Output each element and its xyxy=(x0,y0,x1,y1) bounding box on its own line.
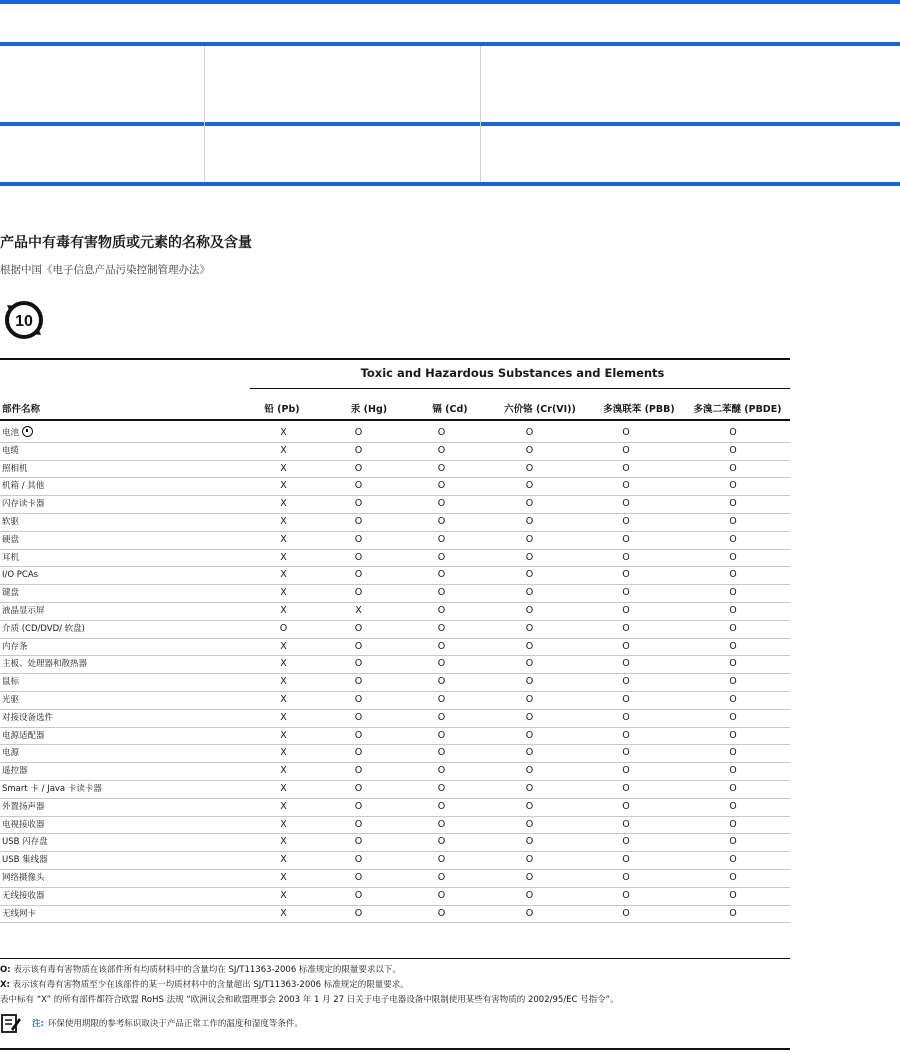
group-rule xyxy=(250,388,790,389)
substance-mark: O xyxy=(676,602,790,620)
substance-mark: O xyxy=(400,425,483,442)
substance-mark: O xyxy=(317,727,400,745)
substance-mark: O xyxy=(400,531,483,549)
substance-mark: O xyxy=(676,816,790,834)
part-name: 主板、处理器和散热器 xyxy=(0,656,250,674)
substance-mark: O xyxy=(400,691,483,709)
substance-mark: O xyxy=(676,905,790,923)
substance-mark: O xyxy=(483,638,576,656)
substance-mark: O xyxy=(317,656,400,674)
substance-mark: O xyxy=(317,425,400,442)
substance-mark: X xyxy=(250,869,317,887)
substance-mark: X xyxy=(250,496,317,514)
substance-mark: O xyxy=(676,656,790,674)
note-icon xyxy=(0,1012,22,1034)
substance-mark: O xyxy=(576,656,676,674)
substance-mark: X xyxy=(250,798,317,816)
substance-mark: O xyxy=(317,567,400,585)
substance-mark: O xyxy=(483,780,576,798)
substance-mark: O xyxy=(400,656,483,674)
blue-rule xyxy=(0,0,900,4)
substance-mark: O xyxy=(676,638,790,656)
substance-mark: O xyxy=(317,585,400,603)
substance-mark: O xyxy=(676,709,790,727)
part-name: 介质 (CD/DVD/ 软盘) xyxy=(0,620,250,638)
substance-mark: O xyxy=(317,852,400,870)
substance-mark: O xyxy=(676,460,790,478)
substance-mark: X xyxy=(250,709,317,727)
note-o: O: 表示该有毒有害物质在该部件所有均质材料中的含量均在 SJ/T11363-2006 标准规定的限量要求以下。 xyxy=(0,965,401,975)
efup-period: 10 xyxy=(15,313,33,330)
col-header-pbb: 多溴联苯 (PBB) xyxy=(603,404,675,415)
substance-mark: O xyxy=(400,798,483,816)
substance-mark: O xyxy=(317,691,400,709)
substance-mark: X xyxy=(250,727,317,745)
substance-mark: O xyxy=(576,602,676,620)
substance-mark: O xyxy=(400,763,483,781)
substance-mark: O xyxy=(483,834,576,852)
substance-mark: O xyxy=(676,834,790,852)
substance-mark: X xyxy=(250,745,317,763)
substance-mark: X xyxy=(250,905,317,923)
note-text: 环保使用期限的参考标识取决于产品正常工作的温度和湿度等条件。 xyxy=(47,1019,303,1029)
part-name: 光驱 xyxy=(0,691,250,709)
substance-mark: O xyxy=(317,549,400,567)
substance-mark: O xyxy=(576,745,676,763)
part-name: 电源 xyxy=(0,745,250,763)
substance-mark: O xyxy=(317,442,400,460)
substance-table xyxy=(0,425,790,923)
col-header-cd: 镉 (Cd) xyxy=(432,404,468,415)
note-label: 注: xyxy=(32,1019,44,1029)
substance-mark: O xyxy=(676,531,790,549)
part-name: 硬盘 xyxy=(0,531,250,549)
substance-mark: O xyxy=(317,531,400,549)
group-title: Toxic and Hazardous Substances and Elements xyxy=(360,366,665,380)
substance-mark: O xyxy=(317,513,400,531)
substance-mark: O xyxy=(676,585,790,603)
substance-mark: X xyxy=(250,638,317,656)
substance-mark: O xyxy=(483,763,576,781)
substance-mark: O xyxy=(483,460,576,478)
col-header-pbde: 多溴二苯醚 (PBDE) xyxy=(693,404,782,415)
part-name: 软驱 xyxy=(0,513,250,531)
substance-mark: O xyxy=(483,727,576,745)
substance-mark: O xyxy=(483,478,576,496)
substance-mark: O xyxy=(576,460,676,478)
part-name: 机箱 / 其他 xyxy=(0,478,250,496)
header-rule xyxy=(0,419,790,421)
substance-mark: X xyxy=(250,531,317,549)
substance-mark: X xyxy=(250,852,317,870)
substance-mark: O xyxy=(576,709,676,727)
column-divider xyxy=(204,46,205,182)
part-name: 键盘 xyxy=(0,585,250,603)
blue-rule xyxy=(0,42,900,46)
substance-mark: O xyxy=(317,887,400,905)
substance-mark: O xyxy=(576,816,676,834)
substance-mark: X xyxy=(250,887,317,905)
substance-mark: O xyxy=(576,496,676,514)
substance-mark: O xyxy=(317,763,400,781)
substance-mark: X xyxy=(250,674,317,692)
substance-mark: X xyxy=(250,585,317,603)
substance-mark: O xyxy=(400,442,483,460)
substance-mark: X xyxy=(250,763,317,781)
substance-mark: O xyxy=(483,585,576,603)
table-row xyxy=(0,442,790,460)
substance-mark: O xyxy=(576,834,676,852)
table-row xyxy=(0,709,790,727)
part-name: 对接设备选件 xyxy=(0,709,250,727)
substance-mark: O xyxy=(483,887,576,905)
substance-mark: O xyxy=(676,478,790,496)
substance-mark: O xyxy=(483,549,576,567)
substance-mark: O xyxy=(483,869,576,887)
part-name: I/O PCAs xyxy=(0,567,250,585)
substance-mark: X xyxy=(250,691,317,709)
substance-mark: O xyxy=(676,425,790,442)
substance-mark: O xyxy=(483,674,576,692)
substance-mark: O xyxy=(400,834,483,852)
substance-mark: O xyxy=(576,585,676,603)
substance-mark: O xyxy=(576,425,676,442)
page-title: 产品中有毒有害物质或元素的名称及含量 xyxy=(0,235,252,251)
substance-mark: X xyxy=(250,425,317,442)
substance-mark: X xyxy=(250,602,317,620)
table-row xyxy=(0,852,790,870)
part-name: 耳机 xyxy=(0,549,250,567)
table-row xyxy=(0,460,790,478)
substance-mark: O xyxy=(576,763,676,781)
substance-mark: O xyxy=(483,620,576,638)
substance-mark: O xyxy=(317,816,400,834)
part-name: 照相机 xyxy=(0,460,250,478)
col-header-hg: 汞 (Hg) xyxy=(350,404,388,415)
table-row xyxy=(0,887,790,905)
substance-mark: O xyxy=(317,834,400,852)
substance-mark: O xyxy=(676,780,790,798)
substance-mark: O xyxy=(317,709,400,727)
substance-mark: O xyxy=(400,638,483,656)
table-row xyxy=(0,656,790,674)
table-row xyxy=(0,691,790,709)
part-name: 网络摄像头 xyxy=(0,869,250,887)
part-name: 电源适配器 xyxy=(0,727,250,745)
substance-mark: O xyxy=(400,460,483,478)
substance-mark: O xyxy=(576,887,676,905)
substance-mark: O xyxy=(400,478,483,496)
part-name: 电视接收器 xyxy=(0,816,250,834)
substance-mark: O xyxy=(576,798,676,816)
substance-mark: O xyxy=(317,460,400,478)
substance-mark: O xyxy=(576,905,676,923)
substance-mark: O xyxy=(483,691,576,709)
table-top-rule xyxy=(0,358,790,360)
substance-mark: O xyxy=(400,513,483,531)
substance-mark: O xyxy=(317,905,400,923)
substance-mark: O xyxy=(676,745,790,763)
substance-mark: O xyxy=(400,674,483,692)
substance-mark: O xyxy=(576,567,676,585)
substance-mark: O xyxy=(400,602,483,620)
part-name: 内存条 xyxy=(0,638,250,656)
substance-mark: X xyxy=(250,834,317,852)
substance-mark: O xyxy=(676,852,790,870)
footer-rule xyxy=(0,1048,790,1050)
table-row xyxy=(0,567,790,585)
substance-mark: O xyxy=(676,496,790,514)
substance-mark: O xyxy=(576,780,676,798)
substance-mark: O xyxy=(400,905,483,923)
part-name: 电缆 xyxy=(0,442,250,460)
substance-mark: O xyxy=(576,674,676,692)
substance-mark: O xyxy=(483,798,576,816)
table-row xyxy=(0,585,790,603)
blue-rule xyxy=(0,182,900,186)
part-name: 遥控器 xyxy=(0,763,250,781)
substance-mark: O xyxy=(576,691,676,709)
substance-mark: X xyxy=(250,478,317,496)
substance-mark: O xyxy=(317,620,400,638)
substance-mark: O xyxy=(576,620,676,638)
efup-10-icon xyxy=(2,297,46,341)
substance-mark: O xyxy=(483,816,576,834)
substance-mark: O xyxy=(576,638,676,656)
substance-mark: O xyxy=(317,674,400,692)
table-row xyxy=(0,513,790,531)
table-row xyxy=(0,798,790,816)
table-row xyxy=(0,905,790,923)
substance-mark: O xyxy=(676,620,790,638)
substance-mark: O xyxy=(483,567,576,585)
substance-mark: O xyxy=(576,549,676,567)
substance-mark: X xyxy=(250,780,317,798)
substance-mark: O xyxy=(400,745,483,763)
substance-mark: O xyxy=(483,425,576,442)
table-row xyxy=(0,531,790,549)
part-name: 无线网卡 xyxy=(0,905,250,923)
col-header-part: 部件名称 xyxy=(2,404,41,415)
substance-mark: O xyxy=(676,798,790,816)
substance-mark: O xyxy=(483,513,576,531)
substance-mark: O xyxy=(576,869,676,887)
note-x: X: 表示该有毒有害物质至少在该部件的某一均质材料中的含量超出 SJ/T11363-2006 标准规定的限量要求。 xyxy=(0,980,409,990)
blue-rule xyxy=(0,122,900,126)
substance-mark: O xyxy=(676,727,790,745)
substance-mark: O xyxy=(317,780,400,798)
table-row xyxy=(0,478,790,496)
substance-mark: X xyxy=(250,460,317,478)
substance-mark: O xyxy=(676,869,790,887)
substance-mark: O xyxy=(483,709,576,727)
substance-mark: O xyxy=(317,798,400,816)
part-name: 外置扬声器 xyxy=(0,798,250,816)
battery-period-icon xyxy=(22,426,33,437)
table-bottom-rule xyxy=(0,958,790,959)
table-row xyxy=(0,549,790,567)
substance-mark: O xyxy=(317,638,400,656)
substance-mark: O xyxy=(576,442,676,460)
substance-mark: O xyxy=(400,549,483,567)
table-row xyxy=(0,638,790,656)
note-footer xyxy=(0,1012,303,1034)
substance-mark: O xyxy=(676,763,790,781)
substance-mark: O xyxy=(483,602,576,620)
table-row xyxy=(0,674,790,692)
substance-mark: O xyxy=(576,852,676,870)
substance-mark: O xyxy=(400,780,483,798)
substance-mark: O xyxy=(676,674,790,692)
column-divider xyxy=(480,46,481,182)
table-row xyxy=(0,727,790,745)
substance-mark: X xyxy=(250,656,317,674)
substance-mark: O xyxy=(400,567,483,585)
substance-mark: X xyxy=(317,602,400,620)
table-row xyxy=(0,620,790,638)
substance-mark: O xyxy=(317,869,400,887)
part-name: USB 集线器 xyxy=(0,852,250,870)
substance-mark: O xyxy=(483,496,576,514)
note-x-extra: 表中标有 “X” 的所有部件都符合欧盟 RoHS 法规 “欧洲议会和欧盟理事会 2003 年 1 月 27 日关于电子电器设备中限制使用某些有害物质的 2002/95/EC 号指令”。 xyxy=(0,995,619,1005)
part-name: USB 闪存盘 xyxy=(0,834,250,852)
substance-mark: O xyxy=(400,816,483,834)
table-row xyxy=(0,496,790,514)
table-row xyxy=(0,869,790,887)
substance-mark: O xyxy=(400,709,483,727)
substance-mark: O xyxy=(676,567,790,585)
substance-mark: X xyxy=(250,567,317,585)
substance-mark: O xyxy=(483,442,576,460)
substance-mark: O xyxy=(317,478,400,496)
substance-mark: O xyxy=(676,691,790,709)
substance-mark: O xyxy=(400,727,483,745)
part-name: Smart 卡 / Java 卡读卡器 xyxy=(0,780,250,798)
substance-mark: O xyxy=(400,620,483,638)
substance-mark: O xyxy=(317,745,400,763)
substance-mark: O xyxy=(576,478,676,496)
part-name: 液晶显示屏 xyxy=(0,602,250,620)
col-header-pb: 铅 (Pb) xyxy=(264,404,300,415)
substance-mark: X xyxy=(250,816,317,834)
col-header-cr: 六价铬 (Cr(VI)) xyxy=(504,404,576,415)
substance-mark: O xyxy=(676,887,790,905)
table-row xyxy=(0,763,790,781)
part-name: 鼠标 xyxy=(0,674,250,692)
substance-mark: O xyxy=(576,531,676,549)
substance-mark: O xyxy=(576,513,676,531)
substance-mark: O xyxy=(576,727,676,745)
substance-mark: O xyxy=(483,531,576,549)
substance-mark: O xyxy=(676,442,790,460)
substance-mark: O xyxy=(317,496,400,514)
substance-mark: O xyxy=(400,585,483,603)
table-row xyxy=(0,602,790,620)
substance-mark: X xyxy=(250,549,317,567)
substance-mark: X xyxy=(250,513,317,531)
substance-mark: X xyxy=(250,442,317,460)
substance-mark: O xyxy=(483,656,576,674)
part-name: 电池 xyxy=(0,425,250,442)
empty-table xyxy=(0,0,900,190)
part-name: 闪存读卡器 xyxy=(0,496,250,514)
part-name: 无线接收器 xyxy=(0,887,250,905)
substance-mark: O xyxy=(676,549,790,567)
page-subtitle: 根据中国《电子信息产品污染控制管理办法》 xyxy=(0,264,210,276)
legend-notes xyxy=(0,963,900,1008)
table-row xyxy=(0,745,790,763)
substance-mark: O xyxy=(400,887,483,905)
table-row xyxy=(0,816,790,834)
substance-mark: O xyxy=(400,496,483,514)
substance-mark: O xyxy=(483,745,576,763)
substance-mark: O xyxy=(400,869,483,887)
table-row xyxy=(0,425,790,442)
substance-mark: O xyxy=(250,620,317,638)
substance-mark: O xyxy=(483,905,576,923)
substance-mark: O xyxy=(483,852,576,870)
table-row xyxy=(0,834,790,852)
substance-mark: O xyxy=(676,513,790,531)
substance-mark: O xyxy=(400,852,483,870)
table-row xyxy=(0,780,790,798)
